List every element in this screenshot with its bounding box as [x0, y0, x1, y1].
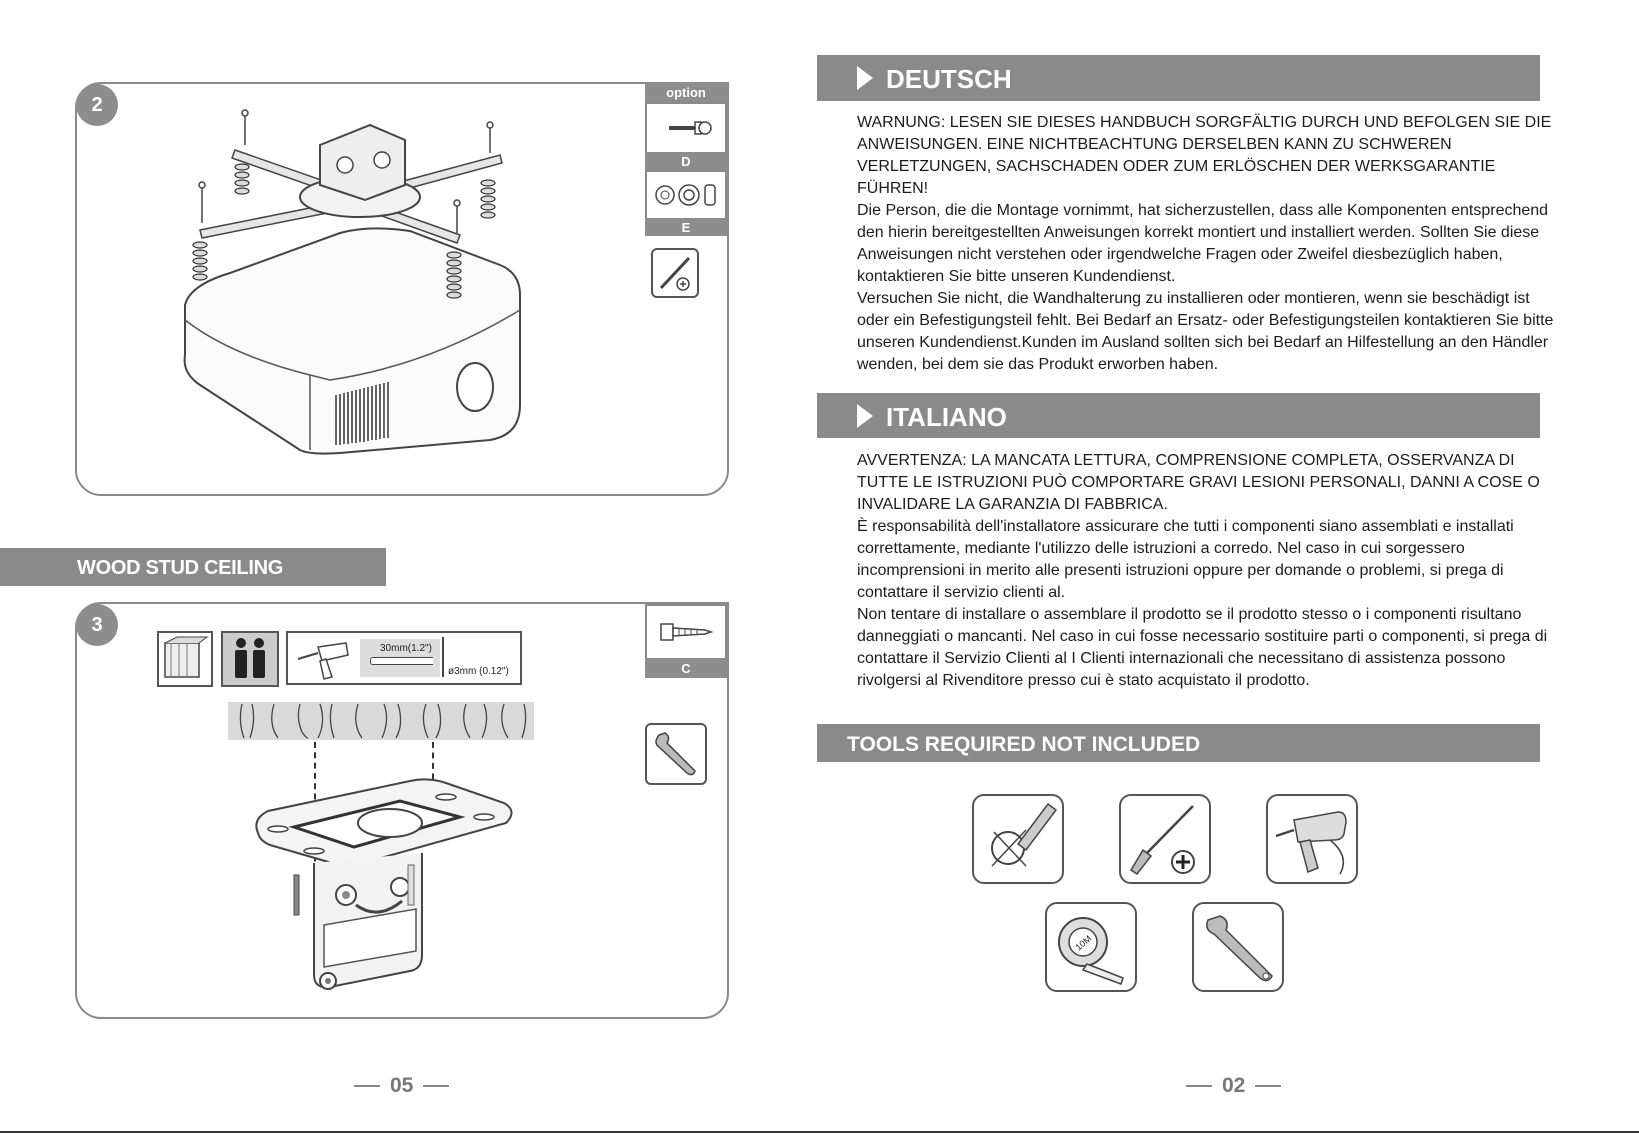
drill-diameter-label: ø3mm (0.12")	[448, 666, 509, 677]
tape-measure-label: 10M	[1073, 933, 1094, 953]
step3-badge: 3	[76, 604, 118, 646]
lag-screw-icon	[647, 606, 725, 658]
wood-ceiling-strip	[228, 702, 534, 740]
wood-stud-ceiling-title: WOOD STUD CEILING	[77, 557, 284, 579]
phillips-screwdriver-icon	[1121, 796, 1209, 882]
part-d-label: D	[645, 152, 727, 170]
tools-title: TOOLS REQUIRED NOT INCLUDED	[847, 733, 1201, 756]
bolt-icon	[647, 104, 725, 152]
page-number-dash-left	[1186, 1085, 1212, 1087]
drill-spec-box	[286, 631, 522, 685]
two-persons-icon-box	[221, 631, 279, 687]
left-page-number	[354, 1074, 449, 1098]
wood-stud-icon	[159, 633, 211, 685]
power-drill-icon	[1268, 796, 1356, 882]
part-d-box	[645, 102, 727, 154]
pencil-mark-icon	[974, 796, 1062, 882]
part-e-box	[645, 170, 727, 220]
right-page-number	[1186, 1074, 1281, 1098]
bottom-rule	[0, 1131, 1639, 1133]
wrench-icon	[647, 725, 705, 783]
triangle-icon	[857, 66, 873, 90]
screwdriver-tool-card-2	[1119, 794, 1211, 884]
deutsch-body	[857, 112, 1557, 376]
drill-depth-label: 30mm(1.2")	[380, 643, 432, 654]
wood-stud-ceiling-heading	[0, 548, 386, 586]
wrench-tool-card-2	[1192, 902, 1284, 992]
italiano-body	[857, 450, 1557, 692]
part-e-label: E	[645, 218, 727, 236]
projector-mount-illustration	[170, 105, 560, 475]
italiano-paragraph-3: Non tentare di installare o assemblare il prodotto se il prodotto stesso o i componenti risultano danneggiati o mancanti. Nel caso in cui fosse necessario sostituire parti o componenti, si prega di contattare il Servizio Clienti al I Clienti internazionali che necessitano di assistenza possono rivolgersi al Rivenditore presso cui è stato acquistato il prodotto.	[857, 606, 1548, 689]
wood-stud-icon-box	[157, 631, 213, 687]
ceiling-plate-illustration	[250, 775, 520, 1005]
deutsch-title: DEUTSCH	[886, 64, 1012, 94]
drill-icon	[288, 633, 358, 683]
page-number-dash-left	[354, 1085, 380, 1087]
tools-heading	[817, 724, 1540, 762]
two-persons-icon	[223, 633, 277, 685]
italiano-paragraph-2: È responsabilità dell'installatore assicurare che tutti i componenti siano assemblati e installati correttamente, mediante l'utilizzo delle istruzioni a corredo. Nel caso in cui sorgessero incomprensioni in merito alle presenti istruzioni oppure per domande o problemi, si prega di contattare il servizio clienti al.	[857, 518, 1514, 601]
triangle-icon	[857, 404, 873, 428]
drill-hole-line	[370, 657, 433, 665]
italiano-title: ITALIANO	[886, 402, 1007, 432]
drill-tool-card	[1266, 794, 1358, 884]
deutsch-paragraph-2: Die Person, die die Montage vornimmt, hat sicherzustellen, dass alle Komponenten entsprechend den hierin bereitgestellten Anweisungen korrekt montiert und installiert werden. Sollten Sie diese Anweisungen nicht verstehen oder irgendwelche Fragen oder Zweifel diesbezüglich haben, kontaktieren Sie bitte unseren Kundendienst.	[857, 202, 1549, 285]
deutsch-paragraph-3: Versuchen Sie nicht, die Wandhalterung zu installieren oder montieren, wenn sie beschädigt ist oder ein Befestigungsteil fehlt. Bei Bedarf an Ersatz- oder Befestigungsteilen kontaktieren Sie bitte unseren Kundendienst.Kunden im Ausland sollten sich bei Bedarf an Hilfestellung an den Händler wenden, bei dem sie das Produkt erworben haben.	[857, 290, 1554, 373]
screwdriver-icon	[653, 250, 697, 296]
pencil-tool-card	[972, 794, 1064, 884]
page-number-dash-right	[1255, 1085, 1281, 1087]
screwdriver-tool-card	[651, 248, 699, 298]
right-page-number-text: 02	[1222, 1074, 1246, 1097]
tape-measure-icon	[1047, 904, 1135, 990]
deutsch-heading	[817, 55, 1540, 101]
adjustable-wrench-icon	[1194, 904, 1282, 990]
left-page-number-text: 05	[390, 1074, 414, 1097]
drill-dim-line	[442, 637, 444, 677]
option-label: option	[645, 82, 727, 102]
deutsch-paragraph-1: WARNUNG: LESEN SIE DIESES HANDBUCH SORGFÄLTIG DURCH UND BEFOLGEN SIE DIE ANWEISUNGEN. EINE NICHTBEACHTUNG DERSELBEN KANN ZU SCHWEREN VERLETZUNGEN, SACHSCHADEN ODER ZUM ERLÖSCHEN DER WERKSGARANTIE FÜHREN!	[857, 114, 1552, 197]
tape-measure-tool-card	[1045, 902, 1137, 992]
wrench-tool-card	[645, 723, 707, 785]
italiano-paragraph-1: AVVERTENZA: LA MANCATA LETTURA, COMPRENSIONE COMPLETA, OSSERVANZA DI TUTTE LE ISTRUZIONI PUÒ COMPORTARE GRAVI LESIONI PERSONALI, DANNI A COSE O INVALIDARE LA GARANZIA DI FABBRICA.	[857, 452, 1540, 513]
part-c-label: C	[645, 658, 727, 678]
part-c-box	[645, 604, 727, 660]
italiano-heading	[817, 393, 1540, 438]
washer-nut-icon	[647, 172, 725, 218]
page-number-dash-right	[423, 1085, 449, 1087]
step2-badge: 2	[76, 84, 118, 126]
